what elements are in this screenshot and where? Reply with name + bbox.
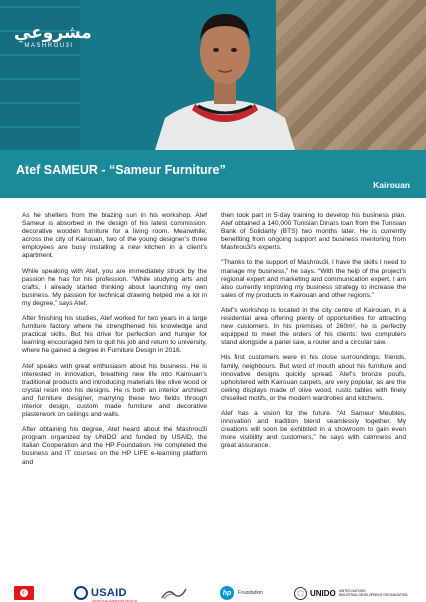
- usaid-logo: [74, 586, 137, 602]
- title-band: [0, 150, 426, 198]
- paragraph: then took part in 5-day training to develop his business plan. Atef obtained a 140,000 Tunisian Dinars loan from the Tunisian Bank of Solidarity (BTS) two months later. He is currently benefiting from ongoing support and business mentoring from Mashrou3i’s experts.: [221, 212, 406, 252]
- hp-icon: hp: [220, 586, 234, 600]
- hp-foundation-label: Foundation: [238, 590, 264, 596]
- hp-foundation-logo: [220, 586, 263, 600]
- paragraph: While speaking with Atef, you are immediately struck by the passion he has for his profession. “While studying arts and crafts, I already started thinking about launching my own business. My passion for technical drawing helped me a lot in my degree,” says Atef.: [22, 267, 207, 307]
- unido-name: UNIDO: [310, 588, 336, 598]
- page-title: Atef SAMEUR - “Sameur Furniture”: [16, 163, 226, 177]
- usaid-tagline: FROM THE AMERICAN PEOPLE: [92, 599, 137, 602]
- article-column-left: [22, 212, 207, 562]
- hero-photo: [0, 0, 426, 150]
- article-column-right: [221, 212, 406, 562]
- logo-latin: MASHROU3I: [24, 43, 74, 49]
- paragraph: As he shelters from the blazing sun in his workshop, Atef Sameur is absorbed in the design of his latest commission: decorative wooden furniture for a living room. Meanwhile, across the city of Kairouan, two of the young designer’s three employees are busy installing a new kitchen in a client’s apartment.: [22, 212, 207, 260]
- usaid-seal-icon: [74, 586, 88, 600]
- italian-cooperation-logo-icon: [160, 586, 188, 600]
- paragraph: “Thanks to the support of Mashrou3i, I have the skills I need to manage my business,” he says. “With the help of the project’s regional expert and marketing and communication expert, I am also currently improving my business strategy to increase the sales of my products in Kairouan and other regions.”: [221, 259, 406, 299]
- city-label: Kairouan: [373, 180, 410, 190]
- unido-logo: [294, 586, 407, 600]
- tunisia-flag-icon: ☪: [14, 586, 34, 600]
- article-body: [22, 212, 406, 562]
- portrait-photo: [150, 0, 300, 150]
- paragraph: After obtaining his degree, Atef heard about the Mashrou3i program organized by UNIDO and funded by USAID, the Italian Cooperation and the HP Foundation. He completed the business and IT courses on the HP LIFE e-learning platform and: [22, 426, 207, 466]
- logo-arabic: مشروعي: [14, 23, 92, 43]
- paragraph: His first customers were in his close surroundings; friends, family, neighbours. But word of mouth about his furniture and innovative designs quickly spread. Atef’s bronze poufs, upholstered with Kairouan carpets, are very popular, as are the ceiling displays made of olive wood, rustic tables with finely chiselled motifs, or the modern wardrobes and kitchens.: [221, 354, 406, 402]
- paragraph: Atef speaks with great enthusiasm about his business. He is interested in innovation, breathing new life into Kairouan’s traditional products and introducing materials like olive wood or crystal resin into his designs. He is both an interior architect and furniture designer, marrying these two fields through interior design, custom made furniture and decorative plasterwork on ceilings and walls.: [22, 362, 207, 419]
- un-globe-icon: [294, 587, 307, 600]
- unido-full-name: UNITED NATIONS INDUSTRIAL DEVELOPMENT ORGANIZATION: [338, 589, 408, 597]
- paragraph: Atef’s workshop is located in the city centre of Kairouan, in a residential area offering plenty of opportunities for attracting new customers. In his premises of 260m², he is perfectly equipped to meet the orders of his clients: two computers stand alongside a panel saw, a router and a circular saw.: [221, 306, 406, 347]
- paragraph: Atef has a vision for the future. “At Sameur Meubles, innovation and tradition blend seamlessly together. My creations will soon be exhibited in a showroom to gain even more visibility and customers,” he says with calmness and great assurance.: [221, 409, 406, 450]
- mashrou3i-logo: [14, 23, 92, 49]
- paragraph: After finishing his studies, Atef worked for two years in a large furniture factory where he strengthened his knowledge and practical skills. But his drive for perfection and hunger for learning encouraged him to quit his job and return to university, where he gained a degree in Furniture Design in 2016.: [22, 315, 207, 355]
- usaid-name: USAID: [91, 587, 127, 599]
